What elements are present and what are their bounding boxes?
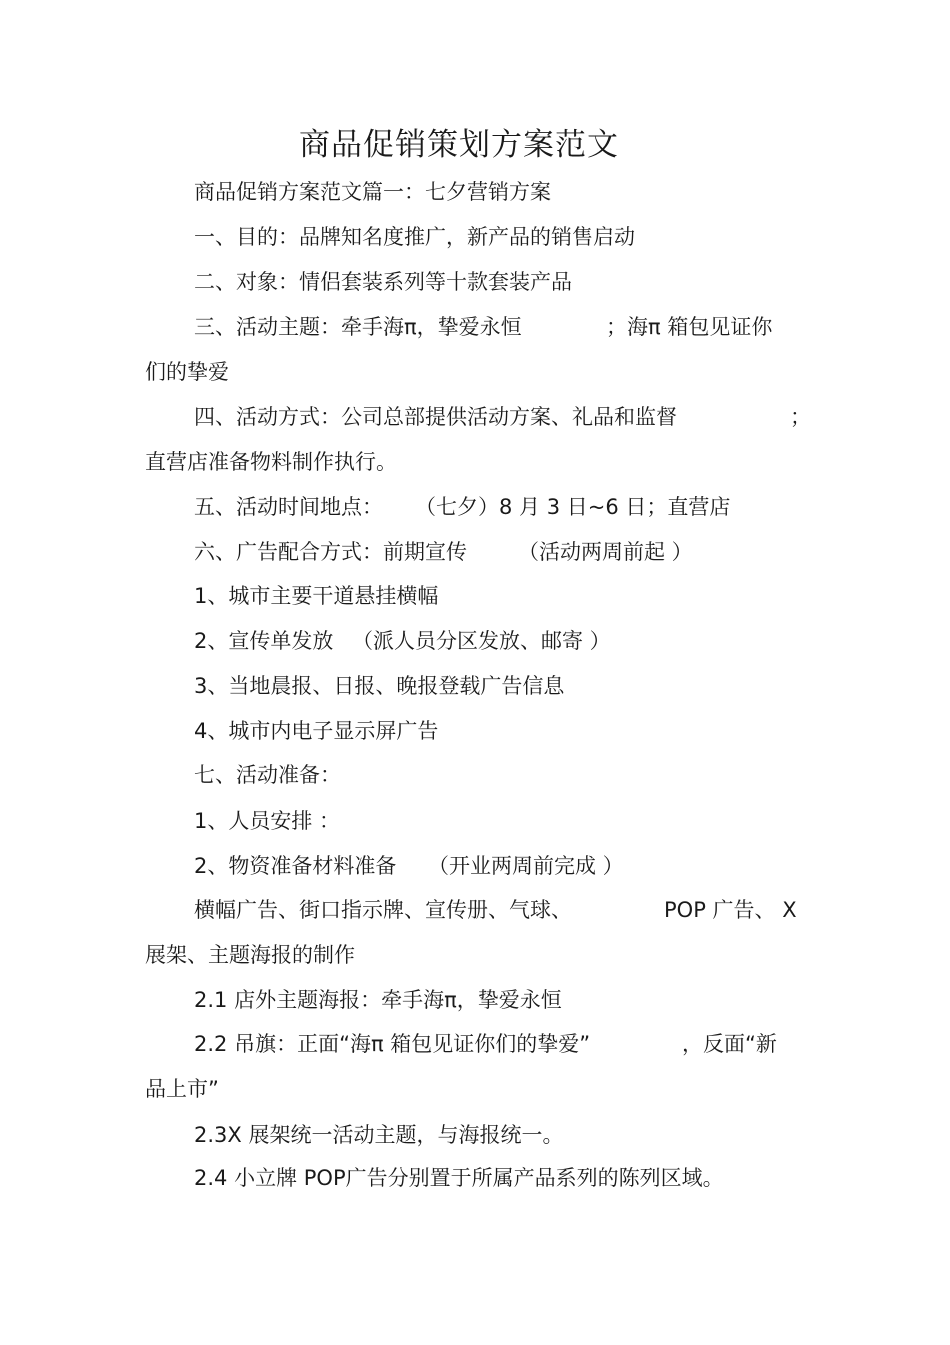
item-method-continuation: 直营店准备物料制作执行。 [145, 450, 397, 474]
prep-2-2-continuation: 品上市” [145, 1077, 219, 1101]
materials-line [0, 895, 950, 925]
item-theme-part1: 三、活动主题：牵手海π，挚爱永恒 [194, 315, 522, 339]
item-prep: 七、活动准备： [194, 763, 341, 787]
prep-2-2-part2: ，反面“新 [682, 1032, 777, 1056]
item-ad-note: （活动两周前起 ） [518, 540, 693, 564]
item-time-line [0, 492, 950, 522]
item-goal: 一、目的：品牌知名度推广，新产品的销售启动 [194, 225, 635, 249]
item-time-label: 五、活动时间地点： [194, 495, 383, 519]
item-ad-line [0, 537, 950, 567]
ad-item-2 [0, 626, 950, 656]
ad-item-4: 4、城市内电子显示屏广告 [194, 719, 439, 743]
prep-item-2-label: 2、物资准备材料准备 [194, 854, 397, 878]
prep-2-2-part1: 2.2 吊旗：正面“海π 箱包见证你们的挚爱” [194, 1032, 591, 1056]
prep-2-3: 2.3X 展架统一活动主题，与海报统一。 [194, 1123, 564, 1147]
prep-2-1: 2.1 店外主题海报：牵手海π，挚爱永恒 [194, 988, 562, 1012]
item-method-part2: ； [790, 405, 811, 429]
materials-continuation: 展架、主题海报的制作 [145, 943, 355, 967]
item-target: 二、对象：情侣套装系列等十款套装产品 [194, 270, 572, 294]
materials-part1: 横幅广告、街口指示牌、宣传册、气球、 [194, 898, 572, 922]
item-time-value: （七夕）8 月 3 日~6 日；直营店 [415, 495, 731, 519]
item-theme-line [0, 312, 950, 342]
document-title: 商品促销策划方案范文 [299, 127, 619, 163]
prep-2-4: 2.4 小立牌 POP广告分别置于所属产品系列的陈列区域。 [194, 1166, 724, 1190]
prep-2-2-line [0, 1029, 950, 1059]
ad-item-2-label: 2、宣传单发放 [194, 629, 334, 653]
prep-item-1: 1、人员安排 ： [194, 809, 341, 833]
item-ad-label: 六、广告配合方式：前期宣传 [194, 540, 467, 564]
item-theme-part2: ；海π 箱包见证你 [606, 315, 773, 339]
item-method-line [0, 402, 950, 432]
prep-item-2-note: （开业两周前完成 ） [428, 854, 624, 878]
item-method-part1: 四、活动方式：公司总部提供活动方案、礼品和监督 [194, 405, 677, 429]
prep-item-2 [0, 851, 950, 881]
subtitle-line: 商品促销方案范文篇一：七夕营销方案 [194, 180, 551, 204]
materials-part2: POP 广告、 X [664, 898, 797, 922]
item-theme-continuation: 们的挚爱 [145, 360, 229, 384]
ad-item-2-note: （派人员分区发放、邮寄 ） [352, 629, 611, 653]
ad-item-1: 1、城市主要干道悬挂横幅 [194, 584, 439, 608]
ad-item-3: 3、当地晨报、日报、晚报登载广告信息 [194, 674, 565, 698]
